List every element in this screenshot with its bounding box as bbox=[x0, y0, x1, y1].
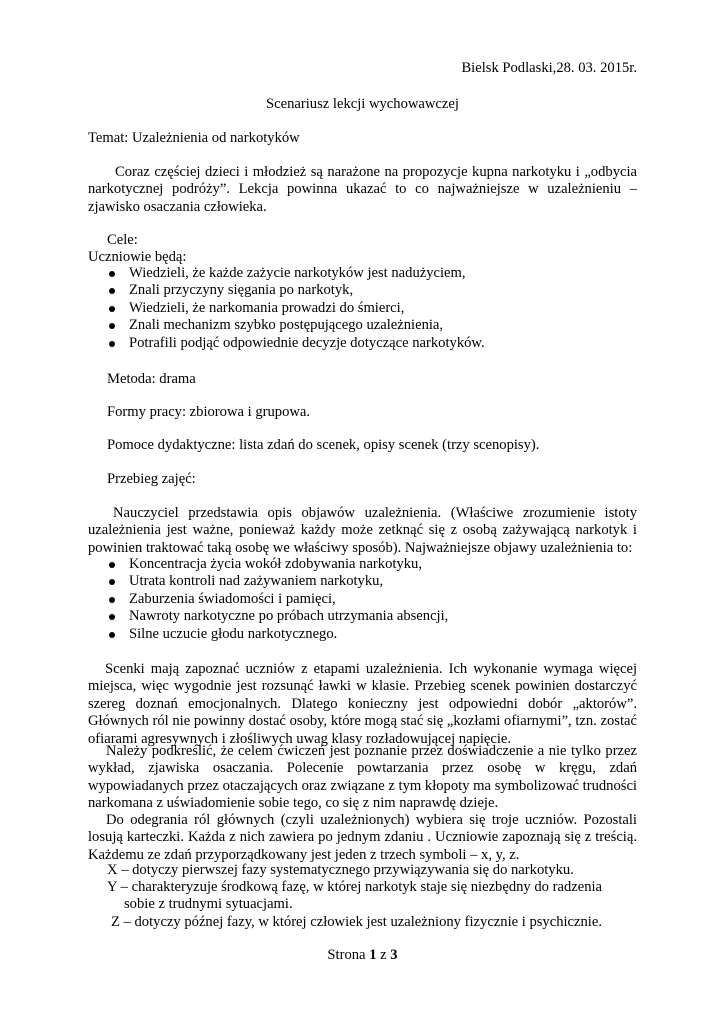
teaching-aids-line: Pomoce dydaktyczne: lista zdań do scenek, opisy scenek (trzy scenopisy). bbox=[107, 437, 540, 453]
symptom-item: Silne uczucie głodu narkotycznego. bbox=[108, 626, 628, 643]
symptom-item: Utrata kontroli nad zażywaniem narkotyku, bbox=[108, 573, 628, 590]
course-heading: Przebieg zajęć: bbox=[107, 471, 196, 487]
symptom-item: Zaburzenia świadomości i pamięci, bbox=[108, 591, 628, 608]
method-line: Metoda: drama bbox=[107, 371, 196, 387]
goal-item: Potrafili podjąć odpowiednie decyzje dotyczące narkotyków. bbox=[108, 335, 628, 352]
symbol-y-continuation: sobie z trudnymi sytuacjami. bbox=[124, 896, 293, 912]
goal-item: Wiedzieli, że narkomania prowadzi do śmierci, bbox=[108, 300, 628, 317]
roles-paragraph: Do odegrania ról głównych (czyli uzależnionych) wybiera się troje uczniów. Pozostali losują karteczki. Każda z nich zawiera po jednym zdaniu . Uczniowie zapoznają się z treścią. Każdemu ze zdań przyporządkowany jest jeden z trzech symboli – x, y, z. bbox=[88, 812, 637, 863]
work-forms-line: Formy pracy: zbiorowa i grupowa. bbox=[107, 404, 311, 420]
goals-list bbox=[108, 265, 628, 352]
place-date: Bielsk Podlaski,28. 03. 2015r. bbox=[461, 60, 637, 76]
emphasis-paragraph: Należy podkreślić, że celem ćwiczeń jest poznanie przez doświadczenie a nie tylko przez wykład, zjawiska osaczania. Polecenie powtarzania przez osobę w kręgu, zdań wypowiadanych przez otaczających oraz związane z tym kłopoty ma symbolizować trudności narkomana z uświadomienie sobie tego, co się z nim naprawdę dzieje. bbox=[88, 743, 637, 812]
symbol-x-line: X – dotyczy pierwszej fazy systematycznego przywiązywania się do narkotyku. bbox=[107, 862, 574, 878]
goal-item: Wiedzieli, że każde zażycie narkotyków jest nadużyciem, bbox=[108, 265, 628, 282]
symbol-y-line: Y – charakteryzuje środkową fazę, w której narkotyk staje się niezbędny do radzenia bbox=[107, 879, 603, 895]
lesson-topic: Temat: Uzależnienia od narkotyków bbox=[88, 130, 300, 146]
footer-prefix: Strona bbox=[327, 947, 366, 963]
symbol-z-line: Z – dotyczy późnej fazy, w której człowiek jest uzależniony fizycznie i psychicznie. bbox=[111, 914, 602, 930]
document-title: Scenariusz lekcji wychowawczej bbox=[266, 96, 459, 112]
current-page-number: 1 bbox=[369, 947, 377, 963]
page-number-footer bbox=[0, 947, 725, 964]
goals-subheading: Uczniowie będą: bbox=[88, 249, 187, 265]
goal-item: Znali przyczyny sięgania po narkotyk, bbox=[108, 282, 628, 299]
symptom-item: Koncentracja życia wokół zdobywania narkotyku, bbox=[108, 556, 628, 573]
teacher-paragraph: Nauczyciel przedstawia opis objawów uzależnienia. (Właściwe zrozumienie istoty uzależnienia jest ważne, ponieważ każdy może zetknąć się z osobą zażywającą narkotyk i powinien traktować taką osobę we właściwy sposób). Najważniejsze objawy uzależnienia to: bbox=[88, 505, 637, 556]
intro-paragraph: Coraz częściej dzieci i młodzież są narażone na propozycje kupna narkotyku i „odbycia narkotycznej podróży”. Lekcja powinna ukazać to co najważniejsze w uzależnieniu – zjawisko osaczania człowieka. bbox=[88, 164, 637, 215]
footer-separator: z bbox=[380, 947, 387, 963]
symptoms-list bbox=[108, 556, 628, 643]
goals-heading: Cele: bbox=[107, 232, 138, 248]
total-pages-number: 3 bbox=[390, 947, 398, 963]
goal-item: Znali mechanizm szybko postępującego uzależnienia, bbox=[108, 317, 628, 334]
scenes-paragraph: Scenki mają zapoznać uczniów z etapami uzależnienia. Ich wykonanie wymaga więcej miejsca, więc wygodnie jest rozsunąć ławki w klasie. Przebieg scenek powinien dostarczyć szereg doznań emocjonalnych. Dlatego konieczny jest odpowiedni dobór „aktorów”. Głównych ról nie powinny dostać osoby, które mogą stać się „kozłami ofiarnymi”, tzn. zostać ofiarami agresywnych i złośliwych uwag klasy rozładowującej napięcie. bbox=[88, 661, 637, 747]
symptom-item: Nawroty narkotyczne po próbach utrzymania absencji, bbox=[108, 608, 628, 625]
